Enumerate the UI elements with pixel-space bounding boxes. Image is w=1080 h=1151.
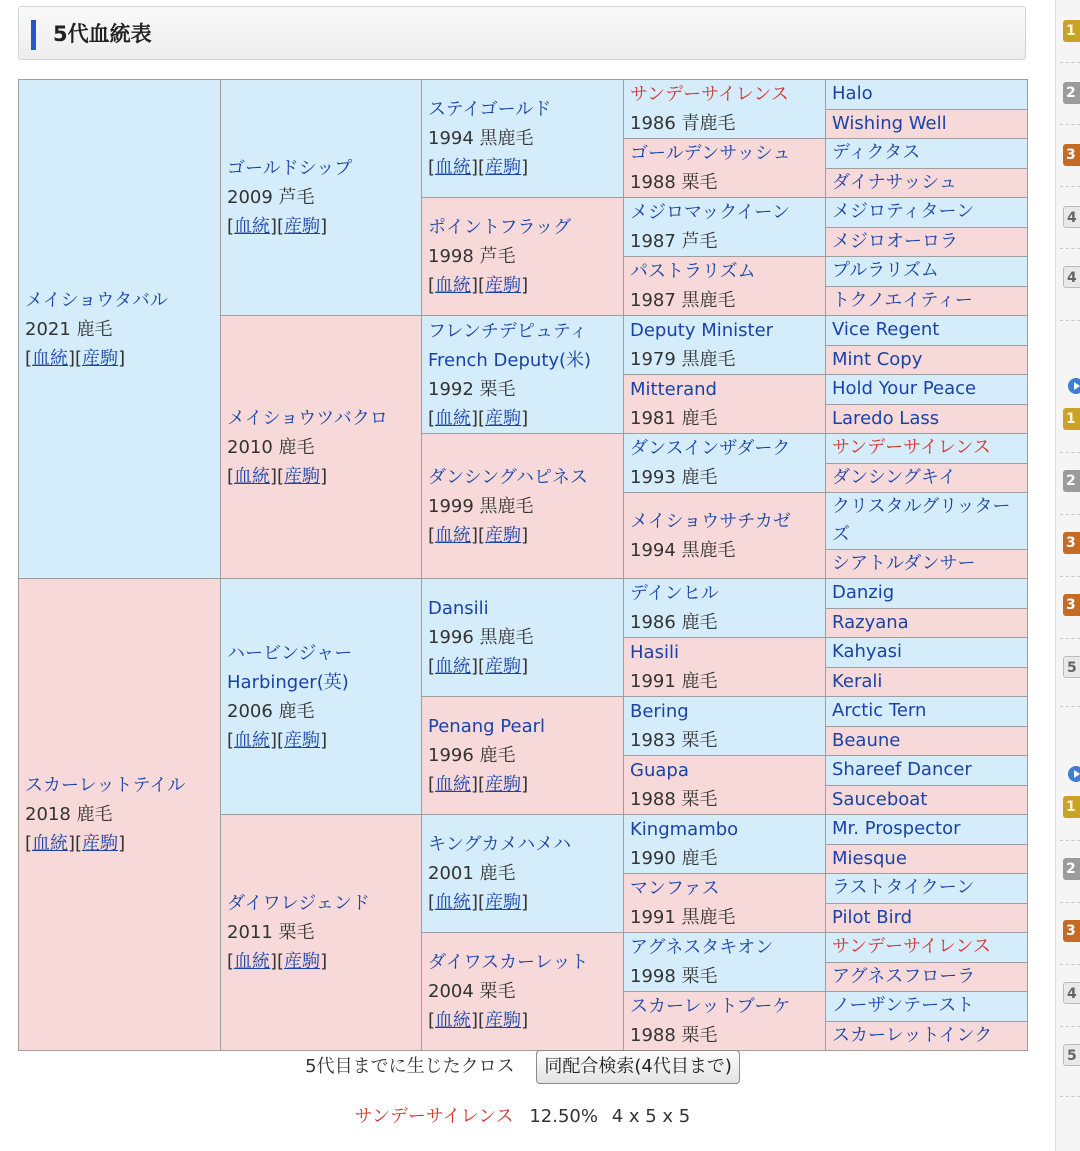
offspring-link[interactable]: 産駒 <box>485 1010 522 1031</box>
horse-name-link[interactable]: スカーレットテイル <box>25 775 186 796</box>
pedigree-cell-gen3 <box>422 434 624 579</box>
pedigree-cell-gen2 <box>221 316 422 579</box>
pedigree-link[interactable]: 血統 <box>435 157 472 178</box>
horse-year-color: 1998 栗毛 <box>630 966 718 987</box>
pedigree-cell-gen1 <box>19 80 221 579</box>
horse-year-color: 1993 鹿毛 <box>630 467 718 488</box>
horse-name-link[interactable]: ディクタス <box>832 142 921 164</box>
horse-links: [血統][産駒] <box>428 1010 529 1031</box>
pedigree-link[interactable]: 血統 <box>435 524 472 546</box>
horse-year-color: 2009 芦毛 <box>227 187 315 208</box>
horse-name-link[interactable]: パストラリズム <box>630 261 756 282</box>
pedigree-cell-gen4 <box>624 139 826 198</box>
pedigree-cell-gen4 <box>624 756 826 815</box>
horse-name-link[interactable]: デインヒル <box>630 583 719 604</box>
pedigree-link[interactable]: 血統 <box>435 407 472 429</box>
pedigree-cell-gen4 <box>624 375 826 434</box>
header-accent-bar <box>31 20 36 50</box>
pedigree-cell-gen5 <box>826 286 1028 316</box>
horse-year-color: 2021 鹿毛 <box>25 318 113 340</box>
pedigree-cell-gen5 <box>826 874 1028 904</box>
pedigree-cell-gen3 <box>422 815 624 933</box>
horse-name-link[interactable]: Deputy Minister <box>630 320 774 341</box>
rank-badge: 2 <box>1063 858 1080 880</box>
offspring-link[interactable]: 産駒 <box>284 465 321 487</box>
horse-name-link[interactable]: トクノエイティー <box>832 289 973 311</box>
pedigree-cell-gen5 <box>826 933 1028 963</box>
pedigree-cell-gen5 <box>826 756 1028 786</box>
horse-name-link[interactable]: Mint Copy <box>832 348 923 370</box>
horse-year-color: 1994 黒鹿毛 <box>428 128 534 149</box>
same-mating-search-button[interactable]: 同配合検索(4代目まで) <box>536 1050 740 1084</box>
horse-name-link[interactable]: Guapa <box>630 760 689 781</box>
pedigree-cell-gen2 <box>221 815 422 1051</box>
horse-links: [血統][産駒] <box>428 774 529 795</box>
horse-name-link[interactable]: ゴールドシップ <box>227 158 353 179</box>
horse-year-color: 1987 芦毛 <box>630 231 718 252</box>
pedigree-cell-gen5 <box>826 434 1028 464</box>
horse-name-link[interactable]: サンデーサイレンス <box>832 936 991 958</box>
horse-year-color: 1999 黒鹿毛 <box>428 495 534 517</box>
rank-badge: 3 <box>1063 144 1080 166</box>
horse-links: [血統][産駒] <box>25 833 126 854</box>
horse-name-link[interactable]: Mr. Prospector <box>832 818 961 840</box>
pedigree-cell-gen5 <box>826 109 1028 139</box>
pedigree-cell-gen1 <box>19 579 221 1051</box>
horse-name-link[interactable]: ダンシングキイ <box>832 466 957 488</box>
horse-name-link[interactable]: ダイワスカーレット <box>428 952 589 973</box>
rank-badge: 3 <box>1063 532 1080 554</box>
sidebar-separator <box>1060 1026 1080 1027</box>
horse-name-link[interactable]: マンファス <box>630 878 720 899</box>
horse-name-link[interactable]: スカーレットインク <box>832 1024 993 1046</box>
pedigree-cell-gen5 <box>826 579 1028 609</box>
horse-links: [血統][産駒] <box>227 216 328 237</box>
pedigree-cell-gen5 <box>826 903 1028 933</box>
horse-name-link[interactable]: メジロマックイーン <box>630 202 791 223</box>
sidebar-separator <box>1060 706 1080 707</box>
pedigree-cell-gen5 <box>826 375 1028 405</box>
pedigree-cell-gen4 <box>624 257 826 316</box>
horse-name-link[interactable]: Bering <box>630 701 689 722</box>
horse-name-link[interactable]: アグネスタキオン <box>630 937 774 958</box>
rank-badge: 5 <box>1063 1044 1080 1066</box>
horse-name-link[interactable]: スカーレットブーケ <box>630 996 791 1017</box>
horse-name-link[interactable]: クリスタルグリッターズ <box>832 496 1011 545</box>
sidebar-separator <box>1060 62 1080 63</box>
horse-name-link[interactable]: フレンチデピュティ <box>428 320 588 342</box>
horse-year-color: 1983 栗毛 <box>630 730 718 751</box>
horse-year-color: 1991 黒鹿毛 <box>630 907 736 928</box>
rank-badge: 5 <box>1063 656 1080 678</box>
horse-name-link[interactable]: Kerali <box>832 670 883 692</box>
pedigree-cell-gen5 <box>826 638 1028 668</box>
pedigree-cell-gen5 <box>826 227 1028 257</box>
sidebar-separator <box>1060 452 1080 453</box>
horse-name-link[interactable]: Sauceboat <box>832 788 928 810</box>
offspring-link[interactable]: 産駒 <box>82 833 119 854</box>
horse-year-color: 1991 鹿毛 <box>630 671 718 692</box>
horse-links: [血統][産駒] <box>428 656 529 677</box>
horse-name-link[interactable]: ステイゴールド <box>428 99 552 120</box>
cross-result <box>0 1103 1045 1131</box>
horse-name-link[interactable]: Wishing Well <box>832 112 947 134</box>
sidebar-separator <box>1060 1096 1080 1097</box>
horse-name-link[interactable]: ハービンジャー <box>227 642 353 664</box>
pedigree-cell-gen5 <box>826 316 1028 346</box>
horse-year-color: 1992 栗毛 <box>428 378 516 400</box>
pedigree-cell-gen5 <box>826 667 1028 697</box>
cross-percentage: 12.50% <box>529 1106 598 1127</box>
rank-badge: 4 <box>1063 206 1080 228</box>
pedigree-cell-gen5 <box>826 80 1028 110</box>
pedigree-cell-gen4 <box>624 80 826 139</box>
sidebar <box>1055 0 1080 1151</box>
pedigree-cell-gen5 <box>826 962 1028 992</box>
rank-badge: 3 <box>1063 594 1080 616</box>
horse-name-link[interactable]: Razyana <box>832 611 909 633</box>
horse-name-link[interactable]: Arctic Tern <box>832 700 927 722</box>
horse-year-color: 1986 鹿毛 <box>630 612 718 633</box>
cross-horse-link[interactable]: サンデーサイレンス <box>354 1106 514 1127</box>
pedigree-link[interactable]: 血統 <box>435 1010 472 1031</box>
pedigree-cell-gen5 <box>826 697 1028 727</box>
horse-name-link[interactable]: ダンシングハピネス <box>428 466 588 488</box>
cross-generations: 4 x 5 x 5 <box>611 1106 691 1127</box>
pedigree-cell-gen5 <box>826 345 1028 375</box>
pedigree-cell-gen5 <box>826 168 1028 198</box>
pedigree-cell-gen4 <box>624 198 826 257</box>
horse-name-link[interactable]: Pilot Bird <box>832 906 913 928</box>
horse-name-link[interactable]: メイショウツバクロ <box>227 407 388 429</box>
sidebar-separator <box>1060 186 1080 187</box>
pedigree-cell-gen5 <box>826 493 1028 550</box>
horse-links: [血統][産駒] <box>428 524 529 546</box>
horse-name-link[interactable]: Hold Your Peace <box>832 378 977 400</box>
horse-name-link[interactable]: Vice Regent <box>832 319 940 341</box>
pedigree-link[interactable]: 血統 <box>234 465 271 487</box>
pedigree-cell-gen4 <box>624 434 826 493</box>
pedigree-cell-gen4 <box>624 697 826 756</box>
horse-name-link[interactable]: Kahyasi <box>832 641 902 663</box>
horse-year-color: 1981 鹿毛 <box>630 408 718 429</box>
play-icon[interactable] <box>1068 766 1080 782</box>
pedigree-cell-gen3 <box>422 933 624 1051</box>
rank-badge: 2 <box>1063 82 1080 104</box>
pedigree-cell-gen4 <box>624 638 826 697</box>
pedigree-row <box>19 80 1028 110</box>
rank-badge: 3 <box>1063 920 1080 942</box>
pedigree-cell-gen5 <box>826 726 1028 756</box>
horse-year-color: 1994 黒鹿毛 <box>630 539 736 561</box>
horse-links: [血統][産駒] <box>227 729 328 751</box>
horse-year-color: 1996 黒鹿毛 <box>428 627 534 648</box>
horse-links: [血統][産駒] <box>428 892 529 913</box>
horse-name-link[interactable]: ラストタイクーン <box>832 877 975 899</box>
pedigree-cell-gen2 <box>221 579 422 815</box>
horse-name-link[interactable]: プルラリズム <box>832 260 939 282</box>
horse-english-name-link[interactable]: Harbinger(英) <box>227 671 349 693</box>
pedigree-cell-gen5 <box>826 139 1028 169</box>
pedigree-cell-gen3 <box>422 697 624 815</box>
horse-name-link[interactable]: Laredo Lass <box>832 407 940 429</box>
pedigree-cell-gen5 <box>826 550 1028 579</box>
pedigree-cell-gen5 <box>826 404 1028 434</box>
pedigree-link[interactable]: 血統 <box>32 347 69 369</box>
offspring-link[interactable]: 産駒 <box>485 656 522 677</box>
sidebar-separator <box>1060 320 1080 321</box>
cross-section <box>0 1050 1045 1086</box>
pedigree-link[interactable]: 血統 <box>234 729 271 751</box>
pedigree-cell-gen4 <box>624 933 826 992</box>
horse-name-link[interactable]: ダンスインザダーク <box>630 438 791 459</box>
horse-name-link[interactable]: Kingmambo <box>630 819 739 840</box>
pedigree-link[interactable]: 血統 <box>32 833 69 854</box>
pedigree-cell-gen4 <box>624 493 826 579</box>
horse-name-link[interactable]: メイショウサチカゼ <box>630 510 791 532</box>
sidebar-separator <box>1060 840 1080 841</box>
offspring-link[interactable]: 産駒 <box>485 524 522 546</box>
horse-year-color: 1988 栗毛 <box>630 789 718 810</box>
pedigree-cell-gen5 <box>826 992 1028 1022</box>
horse-name-link[interactable]: キングカメハメハ <box>428 834 572 855</box>
horse-links: [血統][産駒] <box>428 157 529 178</box>
horse-name-link[interactable]: メジロオーロラ <box>832 230 958 252</box>
offspring-link[interactable]: 産駒 <box>485 774 522 795</box>
pedigree-link[interactable]: 血統 <box>435 656 472 677</box>
rank-badge: 4 <box>1063 266 1080 288</box>
play-icon[interactable] <box>1068 378 1080 394</box>
horse-links: [血統][産駒] <box>25 347 126 369</box>
horse-english-name-link[interactable]: French Deputy(米) <box>428 349 592 371</box>
pedigree-cell-gen3 <box>422 80 624 198</box>
sidebar-separator <box>1060 248 1080 249</box>
horse-year-color: 2004 栗毛 <box>428 981 516 1002</box>
offspring-link[interactable]: 産駒 <box>82 347 119 369</box>
horse-name-link[interactable]: ポイントフラッグ <box>428 217 572 238</box>
rank-badge: 1 <box>1063 796 1080 818</box>
pedigree-link[interactable]: 血統 <box>234 951 271 972</box>
pedigree-cell-gen3 <box>422 579 624 697</box>
pedigree-cell-gen4 <box>624 992 826 1051</box>
sidebar-separator <box>1060 576 1080 577</box>
offspring-link[interactable]: 産駒 <box>485 275 522 296</box>
rank-badge: 4 <box>1063 982 1080 1004</box>
pedigree-link[interactable]: 血統 <box>234 216 271 237</box>
horse-year-color: 1988 栗毛 <box>630 1025 718 1046</box>
pedigree-cell-gen3 <box>422 198 624 316</box>
horse-name-link[interactable]: Halo <box>832 83 873 105</box>
offspring-link[interactable]: 産駒 <box>485 157 522 178</box>
horse-year-color: 1979 黒鹿毛 <box>630 349 736 370</box>
horse-name-link[interactable]: Mitterand <box>630 379 717 400</box>
horse-year-color: 2018 鹿毛 <box>25 804 113 825</box>
horse-name-link[interactable]: ダイワレジェンド <box>227 893 370 914</box>
horse-year-color: 2011 栗毛 <box>227 922 315 943</box>
pedigree-cell-gen5 <box>826 844 1028 874</box>
horse-year-color: 1996 鹿毛 <box>428 745 516 766</box>
horse-name-link[interactable]: ゴールデンサッシュ <box>630 143 791 164</box>
pedigree-cell-gen4 <box>624 815 826 874</box>
horse-year-color: 1986 青鹿毛 <box>630 113 736 134</box>
pedigree-table <box>18 79 1028 1051</box>
section-header <box>18 6 1026 60</box>
horse-name-link[interactable]: サンデーサイレンス <box>832 437 991 459</box>
horse-year-color: 2006 鹿毛 <box>227 700 315 722</box>
pedigree-cell-gen5 <box>826 815 1028 845</box>
horse-name-link[interactable]: アグネスフローラ <box>832 965 976 987</box>
cross-label: 5代目までに生じたクロス <box>305 1056 515 1077</box>
horse-year-color: 1998 芦毛 <box>428 246 516 267</box>
pedigree-cell-gen4 <box>624 579 826 638</box>
offspring-link[interactable]: 産駒 <box>485 892 522 913</box>
pedigree-row <box>19 579 1028 609</box>
sidebar-separator <box>1060 124 1080 125</box>
pedigree-cell-gen3 <box>422 316 624 434</box>
offspring-link[interactable]: 産駒 <box>284 729 321 751</box>
horse-name-link[interactable]: Beaune <box>832 729 901 751</box>
pedigree-cell-gen5 <box>826 463 1028 493</box>
pedigree-cell-gen5 <box>826 198 1028 228</box>
pedigree-cell-gen5 <box>826 1021 1028 1051</box>
horse-name-link[interactable]: メジロティターン <box>832 201 975 223</box>
horse-year-color: 1990 鹿毛 <box>630 848 718 869</box>
rank-badge: 2 <box>1063 470 1080 492</box>
sidebar-separator <box>1060 638 1080 639</box>
horse-links: [血統][産駒] <box>227 465 328 487</box>
horse-name-link[interactable]: ダイナサッシュ <box>832 171 957 193</box>
pedigree-link[interactable]: 血統 <box>435 892 472 913</box>
horse-name-link[interactable]: Penang Pearl <box>428 716 545 737</box>
horse-year-color: 1988 栗毛 <box>630 172 718 193</box>
horse-links: [血統][産駒] <box>428 275 529 296</box>
horse-name-link[interactable]: メイショウタバル <box>25 289 168 311</box>
pedigree-cell-gen4 <box>624 874 826 933</box>
offspring-link[interactable]: 産駒 <box>284 216 321 237</box>
pedigree-cell-gen5 <box>826 785 1028 815</box>
pedigree-cell-gen5 <box>826 608 1028 638</box>
rank-badge: 1 <box>1063 408 1080 430</box>
pedigree-cell-gen2 <box>221 80 422 316</box>
sidebar-separator <box>1060 902 1080 903</box>
sidebar-separator <box>1060 514 1080 515</box>
sidebar-separator <box>1060 964 1080 965</box>
horse-name-link[interactable]: Miesque <box>832 847 907 869</box>
horse-links: [血統][産駒] <box>227 951 328 972</box>
pedigree-cell-gen4 <box>624 316 826 375</box>
horse-year-color: 2010 鹿毛 <box>227 436 315 458</box>
horse-name-link[interactable]: ノーザンテースト <box>832 995 975 1017</box>
horse-name-link[interactable]: サンデーサイレンス <box>630 84 789 105</box>
horse-name-link[interactable]: Hasili <box>630 642 679 663</box>
horse-name-link[interactable]: Shareef Dancer <box>832 759 972 781</box>
horse-name-link[interactable]: シアトルダンサー <box>832 553 976 574</box>
pedigree-link[interactable]: 血統 <box>435 774 472 795</box>
pedigree-cell-gen5 <box>826 257 1028 287</box>
section-title: 5代血統表 <box>53 22 152 46</box>
offspring-link[interactable]: 産駒 <box>284 951 321 972</box>
rank-badge: 1 <box>1063 20 1080 42</box>
horse-name-link[interactable]: Danzig <box>832 582 895 604</box>
offspring-link[interactable]: 産駒 <box>485 407 522 429</box>
horse-name-link[interactable]: Dansili <box>428 598 489 619</box>
horse-year-color: 1987 黒鹿毛 <box>630 290 736 311</box>
pedigree-link[interactable]: 血統 <box>435 275 472 296</box>
horse-year-color: 2001 鹿毛 <box>428 863 516 884</box>
horse-links: [血統][産駒] <box>428 407 529 429</box>
